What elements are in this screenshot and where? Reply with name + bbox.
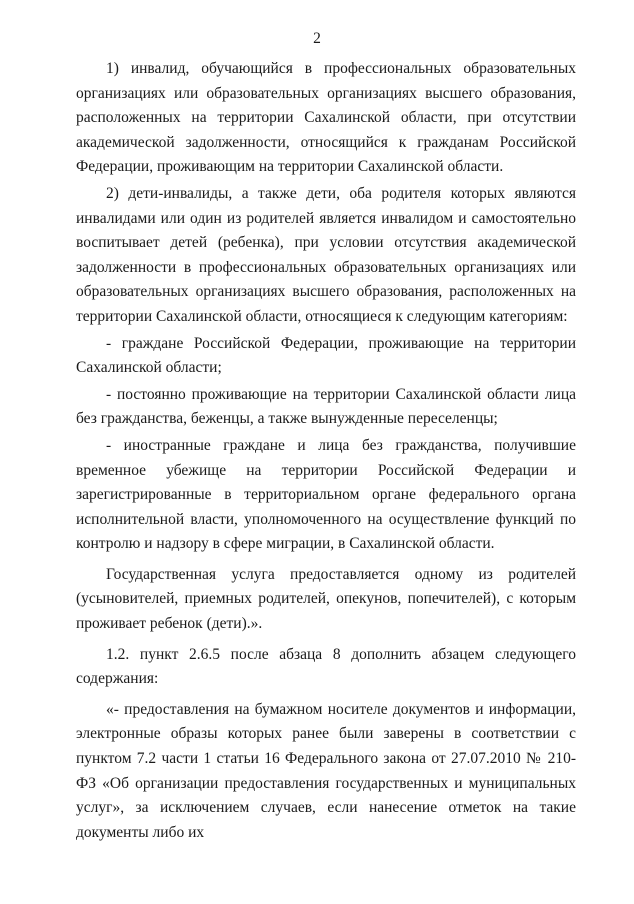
paragraph-item-3: - граждане Российской Федерации, проживающие на территории Сахалинской области; <box>76 334 576 377</box>
paragraph-item-4: - постоянно проживающие на территории Сахалинской области лица без гражданства, беженцы, а также вынужденные переселенцы; <box>76 385 576 428</box>
document-body <box>76 57 576 845</box>
paragraph-item-7: 1.2. пункт 2.6.5 после абзаца 8 дополнить абзацем следующего содержания: <box>76 645 576 688</box>
paragraph-item-1: 1) инвалид, обучающийся в профессиональных образовательных организациях или образовательных организациях высшего образования, расположенных на территории Сахалинской области, при отсутствии академической задолженности, относящийся к гражданам Российской Федерации, проживающим на территории Сахалинской области. <box>76 60 576 176</box>
page-number: 2 <box>313 30 321 47</box>
paragraph-item-5: - иностранные граждане и лица без гражданства, получившие временное убежище на территории Российской Федерации и зарегистрированные в территориальном органе федерального органа исполнительной власти, уполномоченного на осуществление функций по контролю и надзору в сфере миграции, в Сахалинской области. <box>76 436 576 553</box>
paragraph-item-6: Государственная услуга предоставляется одному из родителей (усыновителей, приемных родителей, опекунов, попечителей), с которым проживает ребенок (дети).». <box>76 565 576 633</box>
paragraph-item-2: 2) дети-инвалиды, а также дети, оба родителя которых являются инвалидами или один из родителей является инвалидом и самостоятельно воспитывает детей (ребенка), при условии отсутствия академической задолженности в профессиональных образовательных организациях или образовательных организациях высшего образования, расположенных на территории Сахалинской области, относящиеся к следующим категориям: <box>76 184 576 325</box>
paragraph-item-8: «- предоставления на бумажном носителе документов и информации, электронные образы которых ранее были заверены в соответствии с пунктом 7.2 части 1 статьи 16 Федерального закона от 27.07.2010 № 210-ФЗ «Об организации предоставления государственных и муниципальных услуг», за исключением случаев, если нанесение отметок на такие документы либо их <box>76 700 576 841</box>
